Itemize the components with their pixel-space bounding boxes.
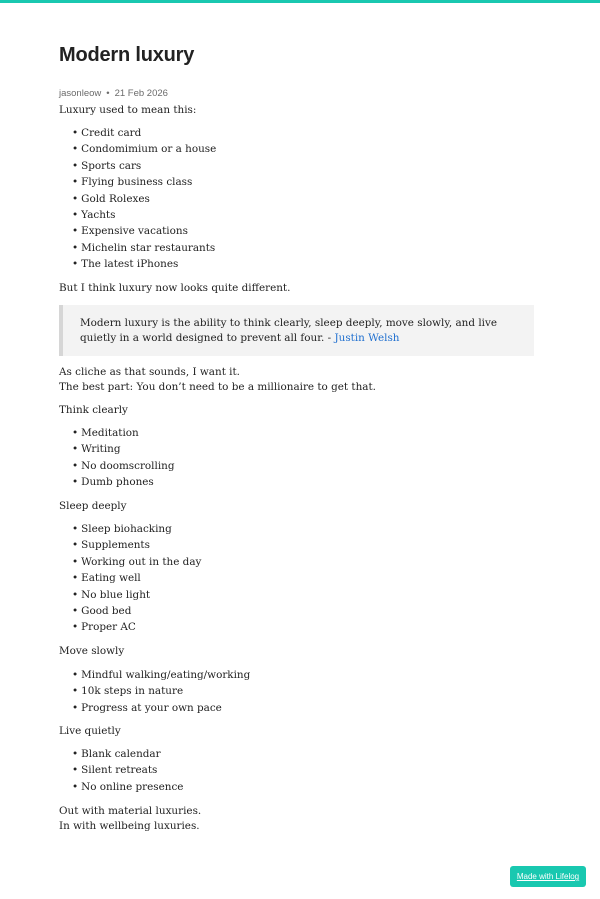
list-item: • Dumb phones — [72, 474, 175, 490]
list-item: • No online presence — [72, 779, 183, 795]
list-item: • Working out in the day — [72, 554, 201, 570]
intro-paragraph: Luxury used to mean this: — [59, 104, 197, 116]
list-item: • Expensive vacations — [72, 223, 216, 239]
list-item: • Condomimium or a house — [72, 141, 216, 157]
list-item: • The latest iPhones — [72, 256, 216, 272]
post-date: 21 Feb 2026 — [114, 88, 168, 99]
list-item: • Blank calendar — [72, 746, 183, 762]
old-luxuries-list — [72, 125, 216, 273]
transition-paragraph: But I think luxury now looks quite different. — [59, 282, 291, 294]
quote-author-link[interactable]: Justin Welsh — [334, 331, 400, 344]
quote-body: Modern luxury is the ability to think clearly, sleep deeply, move slowly, and live quietly in a world designed to prevent all four. - — [80, 317, 497, 344]
list-item: • Yachts — [72, 207, 216, 223]
list-item: • Progress at your own pace — [72, 700, 250, 716]
list-item: • Michelin star restaurants — [72, 240, 216, 256]
list-item: • Credit card — [72, 125, 216, 141]
list-item: • Gold Rolexes — [72, 191, 216, 207]
think-clearly-list — [72, 425, 175, 491]
section-heading-think-clearly: Think clearly — [59, 404, 128, 416]
meta-separator: • — [106, 88, 110, 99]
move-slowly-list — [72, 667, 250, 716]
list-item: • Flying business class — [72, 174, 216, 190]
list-item: • Meditation — [72, 425, 175, 441]
list-item: • Sleep biohacking — [72, 521, 201, 537]
list-item: • Sports cars — [72, 158, 216, 174]
list-item: • No blue light — [72, 587, 201, 603]
list-item: • Supplements — [72, 537, 201, 553]
top-accent-bar — [0, 0, 600, 3]
sleep-deeply-list — [72, 521, 201, 636]
list-item: • 10k steps in nature — [72, 683, 250, 699]
live-quietly-list — [72, 746, 183, 795]
post-meta — [59, 88, 168, 99]
list-item: • Good bed — [72, 603, 201, 619]
quote-text — [80, 316, 530, 345]
quote-block — [59, 305, 534, 356]
list-item: • Silent retreats — [72, 762, 183, 778]
section-heading-move-slowly: Move slowly — [59, 645, 125, 657]
list-item: • No doomscrolling — [72, 458, 175, 474]
post-title: Modern luxury — [59, 44, 195, 66]
list-item: • Mindful walking/eating/working — [72, 667, 250, 683]
list-item: • Eating well — [72, 570, 201, 586]
made-with-lifelog-badge[interactable]: Made with Lifelog — [510, 866, 586, 887]
outro-line-2: In with wellbeing luxuries. — [59, 820, 200, 832]
list-item: • Writing — [72, 441, 175, 457]
author-name[interactable]: jasonleow — [59, 88, 102, 99]
outro-line-1: Out with material luxuries. — [59, 805, 202, 817]
cliche-line: As cliche as that sounds, I want it. — [59, 366, 240, 378]
best-part-line: The best part: You don’t need to be a millionaire to get that. — [59, 381, 376, 393]
list-item: • Proper AC — [72, 619, 201, 635]
section-heading-sleep-deeply: Sleep deeply — [59, 500, 127, 512]
section-heading-live-quietly: Live quietly — [59, 725, 121, 737]
